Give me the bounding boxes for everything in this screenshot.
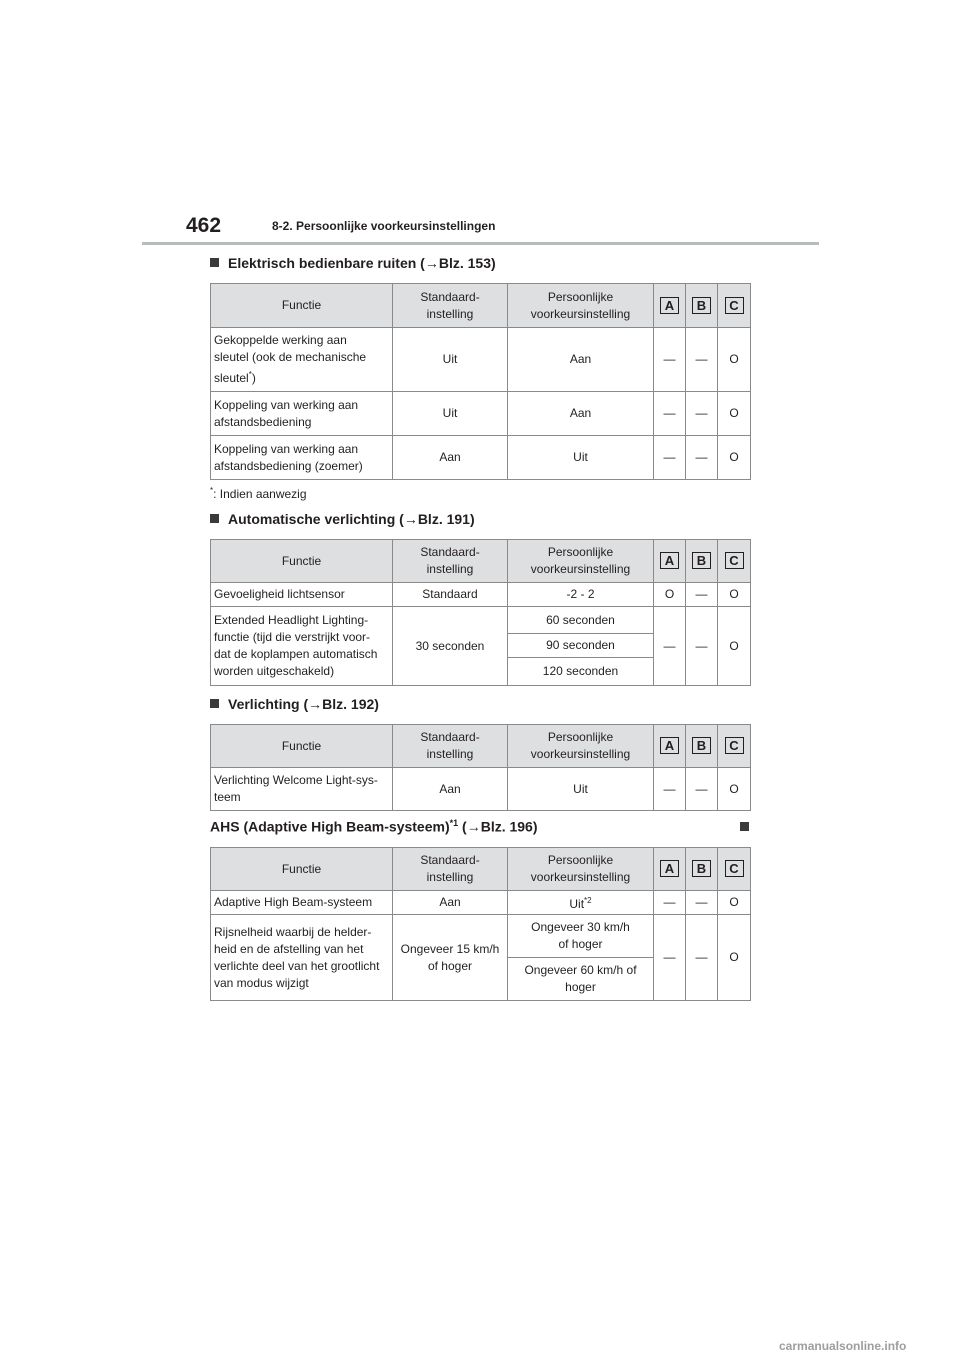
- watermark: carmanualsonline.info: [779, 1339, 907, 1353]
- section-square-icon: [210, 514, 219, 523]
- cell-standaard: Aan: [393, 891, 508, 915]
- cell-standaard: Uit: [393, 328, 508, 392]
- table-row: [211, 328, 751, 392]
- section-title-ahs: AHS (Adaptive High Beam-systeem)$^{*1}$ (→Blz. 196): [210, 818, 538, 835]
- cell-persoonlijk-option: 120 seconden: [508, 658, 654, 686]
- column-b: B: [686, 540, 718, 583]
- column-functie: Functie: [211, 725, 393, 768]
- column-a: A: [654, 725, 686, 768]
- column-standaard: Standaard- instelling: [393, 284, 508, 328]
- arrow-right-icon: →: [424, 255, 439, 271]
- table-ruiten: [210, 283, 751, 480]
- table-header-row: [211, 284, 751, 328]
- table-header-row: [211, 848, 751, 891]
- cell-functie: Adaptive High Beam-systeem: [211, 891, 393, 915]
- cell-persoonlijk: Uit: [508, 436, 654, 480]
- page-reference-link[interactable]: Blz. 192): [322, 696, 379, 712]
- column-b: B: [686, 284, 718, 328]
- cell-c: O: [718, 607, 751, 686]
- cell-standaard: 30 seconden: [393, 607, 508, 686]
- cell-persoonlijk-option: Ongeveer 60 km/h of hoger: [508, 958, 654, 1001]
- cell-persoonlijk: Aan: [508, 328, 654, 392]
- section-square-icon: [210, 258, 219, 267]
- table-automatische-verlichting: [210, 539, 751, 686]
- cell-c: O: [718, 915, 751, 1001]
- cell-functie: Gekoppelde werking aan sleutel (ook de mechanische sleutel*): [211, 328, 393, 392]
- cell-persoonlijk: Uit: [508, 768, 654, 811]
- section-title-ruiten: Elektrisch bedienbare ruiten (→Blz. 153): [210, 255, 496, 271]
- table-row: [211, 583, 751, 607]
- page-reference-link[interactable]: Blz. 153): [438, 255, 496, 271]
- cell-persoonlijk-option: 90 seconden: [508, 634, 654, 658]
- column-functie: Functie: [211, 848, 393, 891]
- cell-b: —: [686, 436, 718, 480]
- column-b: B: [686, 725, 718, 768]
- cell-b: —: [686, 768, 718, 811]
- column-functie: Functie: [211, 540, 393, 583]
- cell-functie: Rijsnelheid waarbij de helder- heid en de afstelling van het verlichte deel van het grootlicht van modus wijzigt: [211, 915, 393, 1001]
- table-row: [211, 891, 751, 915]
- arrow-right-icon: →: [308, 696, 323, 712]
- column-persoonlijk: Persoonlijke voorkeursinstelling: [508, 848, 654, 891]
- column-c: C: [718, 725, 751, 768]
- table-ahs: [210, 847, 751, 1001]
- page-reference-link[interactable]: Blz. 196): [480, 818, 538, 835]
- cell-c: O: [718, 768, 751, 811]
- section-title-verlichting: Verlichting (→Blz. 192): [210, 696, 379, 712]
- column-b: B: [686, 848, 718, 891]
- cell-persoonlijk-option: Ongeveer 30 km/h of hoger: [508, 915, 654, 958]
- column-persoonlijk: Persoonlijke voorkeursinstelling: [508, 284, 654, 328]
- table-verlichting: [210, 724, 751, 811]
- cell-functie: Extended Headlight Lighting- functie (tijd die verstrijkt voor- dat de koplampen automatisch worden uitgeschakeld): [211, 607, 393, 686]
- column-persoonlijk: Persoonlijke voorkeursinstelling: [508, 725, 654, 768]
- cell-c: O: [718, 328, 751, 392]
- cell-standaard: Aan: [393, 768, 508, 811]
- cell-b: —: [686, 328, 718, 392]
- cell-persoonlijk: -2 - 2: [508, 583, 654, 607]
- cell-standaard: Aan: [393, 436, 508, 480]
- cell-persoonlijk: Uit$^{*2}$: [508, 891, 654, 915]
- column-a: A: [654, 284, 686, 328]
- footnote: *: Indien aanwezig: [210, 486, 307, 501]
- cell-standaard: Ongeveer 15 km/h of hoger: [393, 915, 508, 1001]
- arrow-right-icon: →: [466, 818, 481, 835]
- table-header-row: [211, 540, 751, 583]
- cell-functie: Koppeling van werking aan afstandsbediening: [211, 392, 393, 436]
- page-reference-link[interactable]: Blz. 191): [417, 511, 475, 527]
- cell-functie: Koppeling van werking aan afstandsbediening (zoemer): [211, 436, 393, 480]
- column-a: A: [654, 540, 686, 583]
- cell-standaard: Standaard: [393, 583, 508, 607]
- cell-a: —: [654, 607, 686, 686]
- column-functie: Functie: [211, 284, 393, 328]
- column-persoonlijk: Persoonlijke voorkeursinstelling: [508, 540, 654, 583]
- section-square-icon: [740, 822, 749, 831]
- cell-a: —: [654, 436, 686, 480]
- cell-persoonlijk: Aan: [508, 392, 654, 436]
- cell-c: O: [718, 436, 751, 480]
- arrow-right-icon: →: [403, 511, 418, 527]
- header-divider: [142, 242, 819, 245]
- column-c: C: [718, 284, 751, 328]
- page-number: 462: [186, 214, 222, 237]
- table-row: [211, 768, 751, 811]
- cell-a: —: [654, 915, 686, 1001]
- cell-b: —: [686, 607, 718, 686]
- table-header-row: [211, 725, 751, 768]
- column-c: C: [718, 848, 751, 891]
- column-standaard: Standaard- instelling: [393, 540, 508, 583]
- cell-a: —: [654, 768, 686, 811]
- cell-c: O: [718, 583, 751, 607]
- cell-functie: Verlichting Welcome Light-sys- teem: [211, 768, 393, 811]
- section-square-icon: [210, 699, 219, 708]
- table-row: [211, 436, 751, 480]
- chapter-title: 8-2. Persoonlijke voorkeursinstellingen: [272, 219, 496, 233]
- column-standaard: Standaard- instelling: [393, 725, 508, 768]
- cell-c: O: [718, 392, 751, 436]
- cell-a: —: [654, 392, 686, 436]
- cell-persoonlijk-option: 60 seconden: [508, 607, 654, 634]
- cell-a: —: [654, 891, 686, 915]
- table-row: [211, 392, 751, 436]
- cell-b: —: [686, 891, 718, 915]
- cell-standaard: Uit: [393, 392, 508, 436]
- cell-b: —: [686, 915, 718, 1001]
- cell-b: —: [686, 392, 718, 436]
- table-row: [211, 607, 751, 634]
- section-title-automatische-verlichting: Automatische verlichting (→Blz. 191): [210, 511, 475, 527]
- cell-a: O: [654, 583, 686, 607]
- cell-a: —: [654, 328, 686, 392]
- cell-b: —: [686, 583, 718, 607]
- table-row: [211, 915, 751, 958]
- column-a: A: [654, 848, 686, 891]
- cell-c: O: [718, 891, 751, 915]
- column-c: C: [718, 540, 751, 583]
- cell-functie: Gevoeligheid lichtsensor: [211, 583, 393, 607]
- column-standaard: Standaard- instelling: [393, 848, 508, 891]
